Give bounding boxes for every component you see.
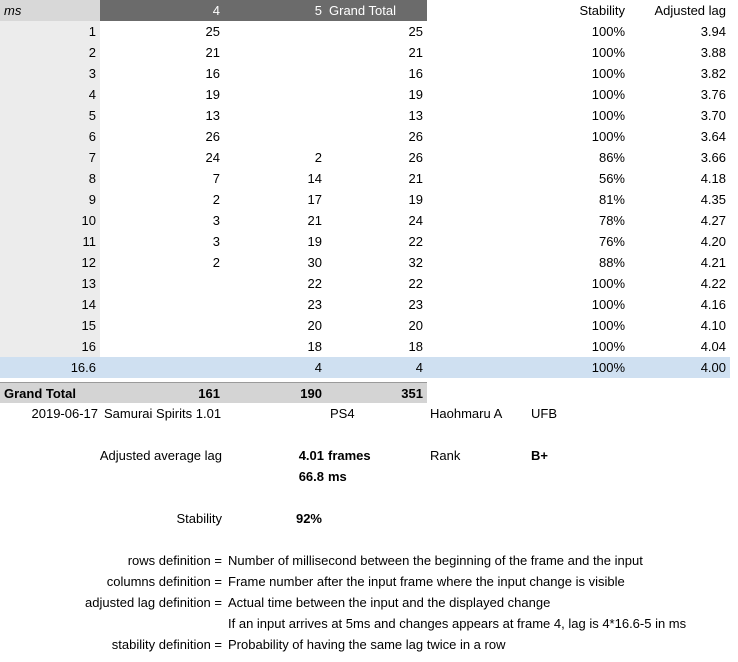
cell-stability[interactable]: 100% [591, 87, 625, 102]
cell-col5[interactable]: 17 [307, 192, 322, 207]
cell-stability[interactable]: 100% [591, 45, 625, 60]
cell-adjusted-lag[interactable]: 4.18 [700, 171, 726, 186]
cell-stability[interactable]: 100% [591, 108, 625, 123]
cell-grand-total[interactable]: 21 [408, 45, 423, 60]
cell-stability[interactable]: 76% [598, 234, 625, 249]
cell-col5[interactable]: 18 [307, 339, 322, 354]
row-label-ms[interactable]: 6 [0, 126, 100, 147]
cell-col5[interactable]: 22 [307, 276, 322, 291]
cell-col4[interactable]: 7 [212, 171, 220, 186]
cell-col4[interactable]: 21 [205, 45, 220, 60]
cell-stability[interactable]: 100% [591, 66, 625, 81]
info-game[interactable]: Samurai Spirits 1.01 [104, 406, 222, 421]
cell-stability[interactable]: 100% [591, 276, 625, 291]
cell-grand-total[interactable]: 20 [408, 318, 423, 333]
grand-total-col4[interactable]: 161 [100, 382, 224, 403]
frames-unit[interactable]: frames [328, 448, 371, 463]
cell-col5[interactable]: 21 [307, 213, 322, 228]
info-controller[interactable]: UFB [531, 406, 557, 421]
cell-col4[interactable]: 2 [212, 255, 220, 270]
cell-col5[interactable] [224, 105, 326, 126]
cell-adjusted-lag[interactable]: 4.22 [700, 276, 726, 291]
cell-col4[interactable]: 3 [212, 234, 220, 249]
cell-grand-total[interactable]: 18 [408, 339, 423, 354]
grand-total-label[interactable]: Grand Total [0, 382, 100, 403]
cell-col4[interactable]: 25 [205, 24, 220, 39]
row-label-ms[interactable]: 4 [0, 84, 100, 105]
cell-col5[interactable] [224, 126, 326, 147]
row-label-ms[interactable]: 5 [0, 105, 100, 126]
cell-col4[interactable] [100, 273, 224, 294]
cell-col5[interactable]: 19 [307, 234, 322, 249]
col-header-4[interactable]: 4 [100, 0, 224, 21]
cell-grand-total[interactable]: 4 [326, 357, 427, 378]
cell-col4[interactable]: 19 [205, 87, 220, 102]
cell-adjusted-lag[interactable]: 4.10 [700, 318, 726, 333]
cell-adjusted-lag[interactable]: 4.00 [627, 357, 728, 378]
cell-col4[interactable]: 2 [212, 192, 220, 207]
cell-col4[interactable] [100, 336, 224, 357]
cell-stability[interactable]: 56% [598, 171, 625, 186]
cell-col5[interactable] [224, 42, 326, 63]
cell-stability[interactable]: 100% [591, 339, 625, 354]
cell-col5[interactable]: 4 [224, 357, 326, 378]
ms-value[interactable]: 66.8 [298, 469, 324, 484]
definition-text[interactable]: Actual time between the input and the displayed change [228, 595, 551, 610]
row-label-ms[interactable]: 12 [0, 252, 100, 273]
row-label-ms[interactable]: 7 [0, 147, 100, 168]
definition-term[interactable]: adjusted lag definition = [85, 595, 222, 610]
cell-stability[interactable]: 100% [591, 129, 625, 144]
cell-adjusted-lag[interactable]: 3.76 [700, 87, 726, 102]
cell-col5[interactable] [224, 84, 326, 105]
grand-total-total[interactable]: 351 [326, 382, 427, 403]
cell-grand-total[interactable]: 19 [408, 87, 423, 102]
cell-grand-total[interactable]: 26 [408, 129, 423, 144]
adjusted-average-lag-label[interactable]: Adjusted average lag [99, 448, 222, 463]
cell-col4[interactable]: 3 [212, 213, 220, 228]
cell-stability[interactable]: 100% [591, 318, 625, 333]
cell-adjusted-lag[interactable]: 3.66 [700, 150, 726, 165]
cell-stability[interactable]: 81% [598, 192, 625, 207]
info-platform[interactable]: PS4 [330, 406, 355, 421]
cell-stability[interactable]: 86% [598, 150, 625, 165]
definition-text[interactable]: Frame number after the input frame where the input change is visible [228, 574, 625, 589]
cell-adjusted-lag[interactable]: 4.35 [700, 192, 726, 207]
cell-adjusted-lag[interactable]: 3.82 [700, 66, 726, 81]
stability-header[interactable]: Stability [579, 3, 625, 18]
cell-adjusted-lag[interactable]: 4.27 [700, 213, 726, 228]
row-label-ms[interactable]: 1 [0, 21, 100, 42]
cell-grand-total[interactable]: 26 [408, 150, 423, 165]
row-label-ms[interactable]: 3 [0, 63, 100, 84]
cell-adjusted-lag[interactable]: 3.64 [700, 129, 726, 144]
cell-stability[interactable]: 100% [527, 357, 627, 378]
cell-col5[interactable]: 23 [307, 297, 322, 312]
cell-grand-total[interactable]: 23 [408, 297, 423, 312]
cell-col5[interactable]: 14 [307, 171, 322, 186]
cell-col4[interactable] [100, 315, 224, 336]
cell-col4[interactable]: 16 [205, 66, 220, 81]
rank-label[interactable]: Rank [430, 448, 461, 463]
definition-text[interactable]: If an input arrives at 5ms and changes appears at frame 4, lag is 4*16.6-5 in ms [228, 616, 687, 631]
corner-header[interactable]: ms [0, 0, 100, 21]
col-header-grand-total[interactable]: Grand Total [326, 0, 427, 21]
cell-col4[interactable]: 26 [205, 129, 220, 144]
col-header-5[interactable]: 5 [224, 0, 326, 21]
cell-col5[interactable]: 20 [307, 318, 322, 333]
cell-grand-total[interactable]: 22 [408, 234, 423, 249]
cell-stability[interactable]: 78% [598, 213, 625, 228]
cell-grand-total[interactable]: 24 [408, 213, 423, 228]
cell-adjusted-lag[interactable]: 3.94 [700, 24, 726, 39]
grand-total-col5[interactable]: 190 [224, 382, 326, 403]
frames-value[interactable]: 4.01 [298, 448, 324, 463]
cell-adjusted-lag[interactable]: 4.04 [700, 339, 726, 354]
cell-col4[interactable] [100, 294, 224, 315]
cell-grand-total[interactable]: 19 [408, 192, 423, 207]
cell-grand-total[interactable]: 32 [408, 255, 423, 270]
cell-col5[interactable]: 30 [307, 255, 322, 270]
info-date[interactable]: 2019-06-17 [31, 406, 98, 421]
definition-text[interactable]: Probability of having the same lag twice in a row [228, 637, 506, 652]
cell-stability[interactable]: 100% [591, 297, 625, 312]
stability-value[interactable]: 92% [295, 511, 322, 526]
definition-term[interactable]: rows definition = [127, 553, 222, 568]
row-label-ms[interactable]: 10 [0, 210, 100, 231]
cell-col5[interactable]: 2 [314, 150, 322, 165]
definition-term[interactable]: columns definition = [106, 574, 222, 589]
rank-value[interactable]: B+ [531, 448, 548, 463]
cell-col5[interactable] [224, 63, 326, 84]
cell-col4[interactable] [100, 357, 224, 378]
row-label-ms[interactable]: 16 [0, 336, 100, 357]
row-label-ms[interactable]: 8 [0, 168, 100, 189]
cell-adjusted-lag[interactable]: 3.70 [700, 108, 726, 123]
cell-grand-total[interactable]: 25 [408, 24, 423, 39]
ms-unit[interactable]: ms [328, 469, 347, 484]
row-label-ms[interactable]: 16.6 [0, 357, 100, 378]
cell-col5[interactable] [224, 21, 326, 42]
stability-label[interactable]: Stability [176, 511, 222, 526]
row-label-ms[interactable]: 15 [0, 315, 100, 336]
info-character[interactable]: Haohmaru A [430, 406, 503, 421]
cell-adjusted-lag[interactable]: 4.16 [700, 297, 726, 312]
cell-adjusted-lag[interactable]: 3.88 [700, 45, 726, 60]
row-label-ms[interactable]: 14 [0, 294, 100, 315]
cell-grand-total[interactable]: 13 [408, 108, 423, 123]
row-label-ms[interactable]: 2 [0, 42, 100, 63]
cell-col4[interactable]: 13 [205, 108, 220, 123]
cell-adjusted-lag[interactable]: 4.20 [700, 234, 726, 249]
definition-term[interactable] [0, 613, 224, 634]
cell-adjusted-lag[interactable]: 4.21 [700, 255, 726, 270]
row-label-ms[interactable]: 13 [0, 273, 100, 294]
cell-stability[interactable]: 88% [598, 255, 625, 270]
cell-stability[interactable]: 100% [591, 24, 625, 39]
definition-term[interactable]: stability definition = [111, 637, 222, 652]
row-label-ms[interactable]: 11 [0, 231, 100, 252]
cell-col4[interactable]: 24 [205, 150, 220, 165]
adjusted-lag-header[interactable]: Adjusted lag [654, 3, 726, 18]
cell-grand-total[interactable]: 16 [408, 66, 423, 81]
cell-grand-total[interactable]: 22 [408, 276, 423, 291]
row-label-ms[interactable]: 9 [0, 189, 100, 210]
cell-grand-total[interactable]: 21 [408, 171, 423, 186]
definition-text[interactable]: Number of millisecond between the beginning of the frame and the input [228, 553, 643, 568]
